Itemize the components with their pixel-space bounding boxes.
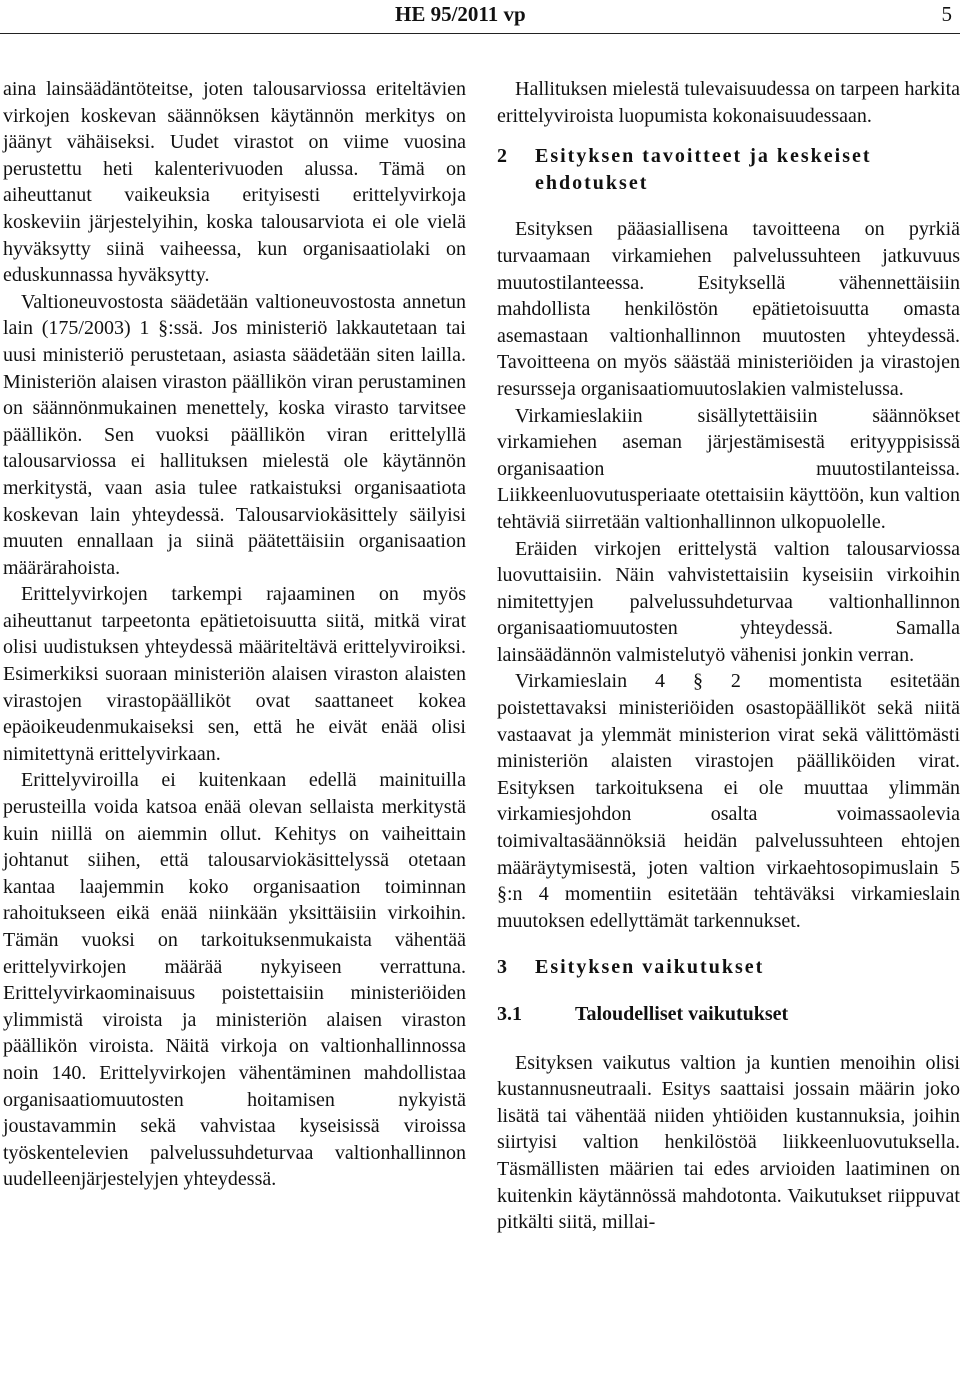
right-column <box>497 76 960 1236</box>
paragraph: Eräiden virkojen erittelystä valtion talousarviossa luovuttaisiin. Näin vahvistettaisiin kyseisiin virkoihin nimitettyjen palvelussuhdeturvaa valtionhallinnon organisaatiomuutosten yhteydessä. Samalla lainsäädännön valmistelutyö vähenisi jonkin verran. <box>497 537 960 666</box>
paragraph: Esityksen pääasiallisena tavoitteena on pyrkiä turvaamaan virkamiehen palvelussuhteen jatkuvuus muutostilanteessa. Esityksellä vähennettäisiin mahdollista henkilöstön epätietoisuutta omasta asemastaan valtionhallinnon muutosten yhteydessä. Tavoitteena on myös säästää ministeriöiden ja virastojen resursseja organisaatiomuutoslakien valmistelussa. <box>497 218 960 400</box>
paragraph: Erittelyviroilla ei kuitenkaan edellä mainituilla perusteilla voida katsoa enää olevan sellaista merkitystä kuin niillä on aiemmin ollut. Kehitys on vaiheittain johtanut siihen, että talousarviokäsittelyssä otetaan kantaa laajemmin koko organisaation toiminnan rahoitukseen eikä enää niinkään yksittäisiin virkoihin. Tämän vuoksi on tarkoituksenmukaista vähentää erittelyvirkojen määrää nykyiseen verrattuna. Erittelyvirkaominaisuus poistettaisiin ministeriöiden ylimmistä viroista ja ministeriön alaisen viraston päällikön viroista. Näitä virkoja on valtionhallinnossa noin 140. Erittelyvirkojen vähentäminen mahdollistaa organisaatiomuutosten hoitamisen nykyistä joustavammin sekä vahvistaa kyseisissä viroissa työskentelevien palvelussuhdeturvaa valtionhallinnon uudelleenjärjestelyjen yhteydessä. <box>3 769 466 1191</box>
section-number: 2 <box>497 145 507 168</box>
section-title: Esityksen tavoitteet ja keskeiset ehdotukset <box>535 145 872 194</box>
page-header <box>0 0 960 40</box>
paragraph: Virkamieslakiin sisällytettäisiin säännökset virkamiehen aseman järjestämisestä erityyppisissä organisaation muutostilanteissa. Liikkeenluovutusperiaate otettaisiin käyttöön, kun valtion tehtäviä siirretään valtionhallinnon ulkopuolelle. <box>497 404 960 533</box>
header-rule <box>0 33 960 34</box>
paragraph: Hallituksen mielestä tulevaisuudessa on tarpeen harkita erittelyviroista luopumista kokonaisuudessaan. <box>497 78 960 127</box>
paragraph: Erittelyvirkojen tarkempi rajaaminen on myös aiheuttanut tarpeetonta epätietoisuutta siitä, mitkä virat olisi uudistuksen yhteydessä määriteltävä erittelyviroiksi. Esimerkiksi suoraan ministeriön alaisen viraston alaisten virastojen virastopäälliköt ovat saattaneet kokea epäoikeudenmukaiseksi sen, että he eivät enää olisi nimitettynä erittelyvirkaan. <box>3 583 466 765</box>
page-number: 5 <box>941 2 952 26</box>
paragraph: Valtioneuvostosta säädetään valtioneuvostosta annetun lain (175/2003) 1 §:ssä. Jos ministeriö lakkautetaan tai uusi ministeriö perustetaan, asiasta säädetään siten lailla. Ministeriön alaisen viraston päällikön viran perustaminen on säännönmukainen menettely, koska virasto tarvitsee päällikön. Sen vuoksi päällikön viran erittelyllä talousarviossa ei hallituksen mielestä ole käytännön merkitystä, vaan asia tulee ratkaistuksi organisaatiota koskevan lain yhteydessä. Talousarviokäsittely säilyisi muuten ennallaan ja siinä päätettäisiin organisaation määrärahoista. <box>3 290 466 579</box>
paragraph: Virkamieslain 4 § 2 momentista esitetään poistettavaksi ministeriöiden osastopäälliköt sekä niitä vastaavat ja ylemmät ministerion virat sekä välittömästi ministeriön alaisten virastojen päälliköiden virat. Esityksen tarkoituksena ei ole muuttaa ylimmän virkamiesjohdon osalta voimassaolevia toimivaltasäännöksiä heidän palvelussuhteen ehtojen määräytymisestä, joten valtion virkaehtosopimuslain 5 §:n 4 momentiin esitetään tehtäväksi virkamieslain muutoksen edellyttämät tarkennukset. <box>497 670 960 932</box>
paragraph: Esityksen vaikutus valtion ja kuntien menoihin olisi kustannusneutraali. Esitys saattaisi jossain määrin joko lisätä tai vähentää niiden yhtiöiden kustannuksia, joihin siirtyisi valtion henkilöstöä liikkeenluovutuksella. Täsmällisten määrien tai edes arvioiden laatiminen on kuitenkin käytännössä mahdotonta. Vaikutukset riippuvat pitkälti siitä, millai- <box>497 1051 960 1234</box>
paragraph: aina lainsäädäntöteitse, joten talousarviossa eriteltävien virkojen koskevan säännöksen käytännön merkitys on jäänyt vähäiseksi. Uudet virastot on viime vuosina perustettu heti kalenterivuoden alussa. Tämä on aiheuttanut vaikeuksia erityisesti erittelyvirkoja koskeviin järjestelyihin, koska talousarviota ei ole vielä hyväksytty siinä vaiheessa, kun organisaatiolaki on eduskunnassa hyväksytty. <box>3 78 466 287</box>
section-title: Esityksen vaikutukset <box>535 956 765 979</box>
subsection-heading <box>497 1001 960 1028</box>
document-id: HE 95/2011 vp <box>395 2 526 26</box>
subsection-number: 3.1 <box>497 1003 522 1025</box>
left-column <box>3 76 466 1193</box>
section-number: 3 <box>497 956 507 979</box>
section-heading <box>497 143 960 196</box>
subsection-title: Taloudelliset vaikutukset <box>575 1003 789 1025</box>
section-heading <box>497 954 960 981</box>
